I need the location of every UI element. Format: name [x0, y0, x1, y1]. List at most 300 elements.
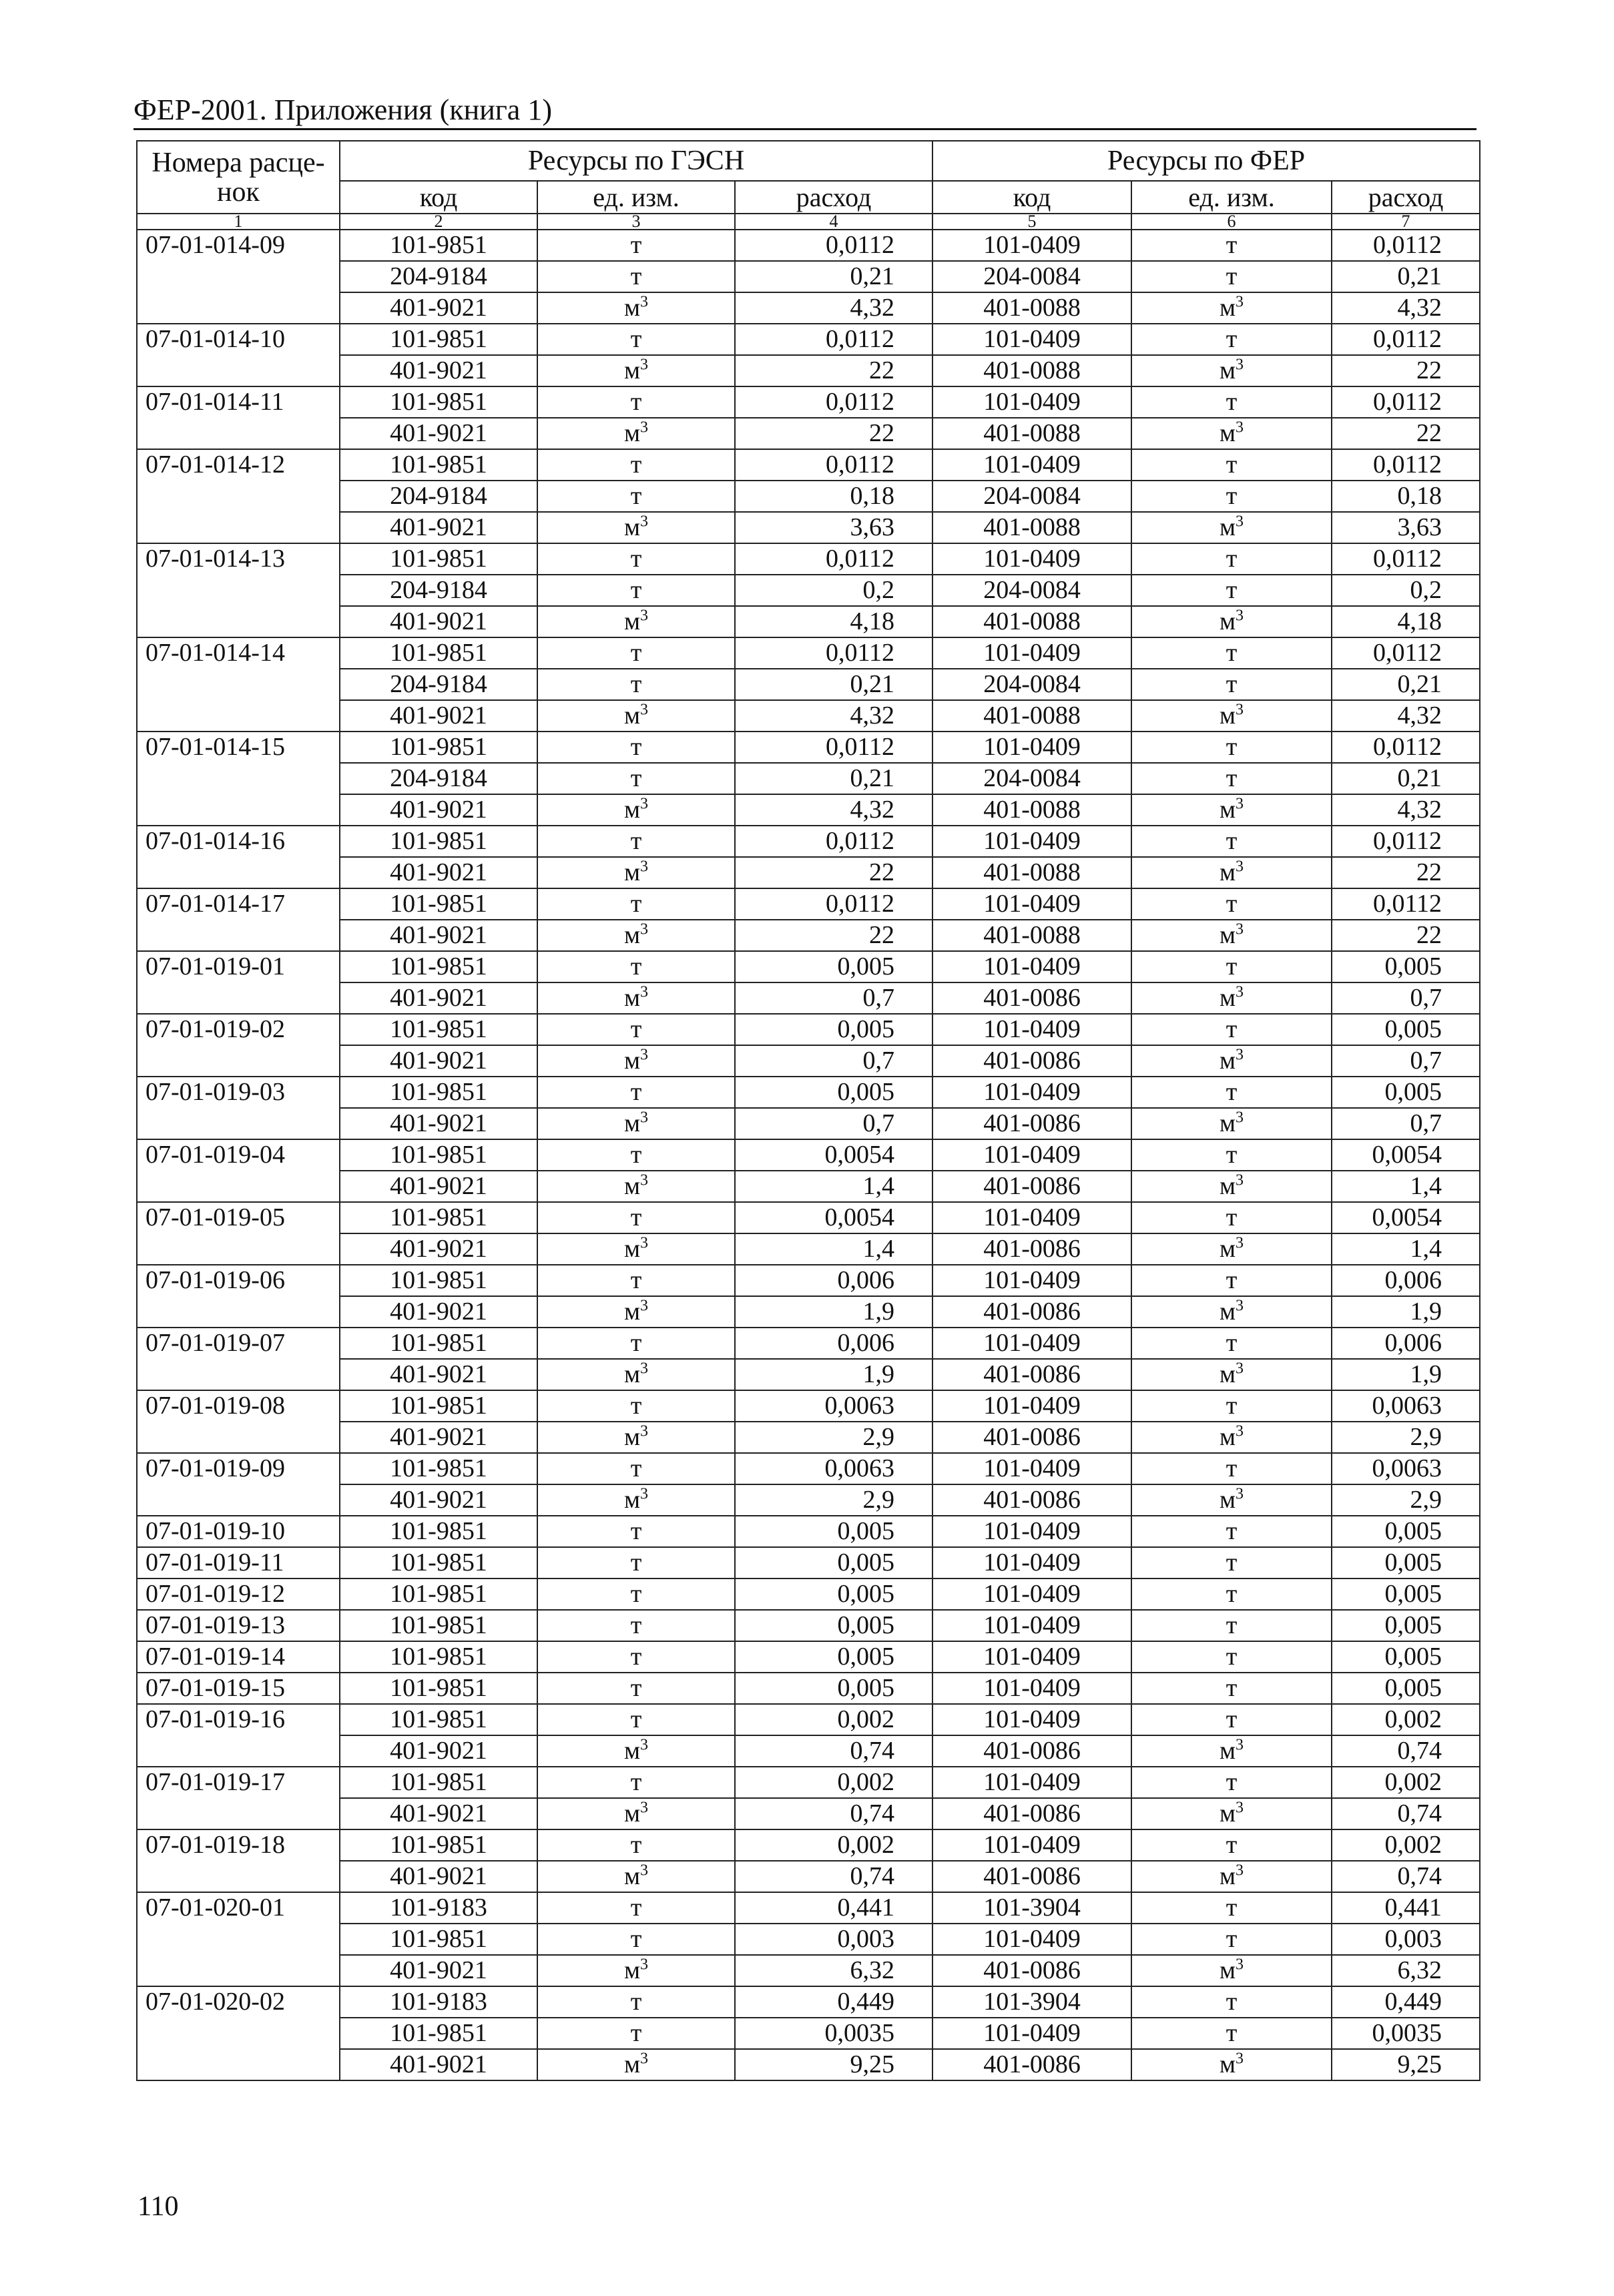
subheader-fer-consumption: расход: [1332, 181, 1480, 214]
cell-fer-consumption: 0,0054: [1332, 1202, 1480, 1233]
cell-gesn-code: 401-9021: [340, 2049, 537, 2080]
cell-fer-code: 101-0409: [932, 1390, 1131, 1422]
table-row: [137, 1704, 1480, 1735]
cell-fer-unit: $м^3$: [1131, 1108, 1332, 1139]
rate-number: 07-01-019-15: [137, 1673, 340, 1704]
cell-gesn-code: 101-9851: [340, 951, 537, 982]
cell-fer-unit: т: [1131, 637, 1332, 669]
col-header-rate-numbers: Номера расце- нок: [137, 141, 340, 214]
cell-gesn-unit: т: [537, 1077, 735, 1108]
cell-gesn-unit: $м^3$: [537, 1861, 735, 1892]
cell-fer-code: 401-0086: [932, 1735, 1131, 1767]
cell-gesn-code: 101-9851: [340, 826, 537, 857]
rate-number: 07-01-019-13: [137, 1610, 340, 1641]
subheader-fer-unit: ед. изм.: [1131, 181, 1332, 214]
cell-fer-code: 101-0409: [932, 1014, 1131, 1045]
table-row: [137, 1986, 1480, 2018]
cell-fer-code: 101-0409: [932, 230, 1131, 261]
cell-fer-consumption: 0,0112: [1332, 637, 1480, 669]
rate-number: 07-01-014-13: [137, 543, 340, 637]
subheader-gesn-code: код: [340, 181, 537, 214]
cell-fer-unit: $м^3$: [1131, 606, 1332, 637]
cell-fer-unit: т: [1131, 543, 1332, 575]
cell-gesn-consumption: 0,74: [735, 1861, 932, 1892]
cell-fer-consumption: 2,9: [1332, 1422, 1480, 1453]
cell-gesn-consumption: 0,0112: [735, 888, 932, 920]
cell-gesn-code: 101-9851: [340, 230, 537, 261]
cell-fer-code: 401-0088: [932, 418, 1131, 449]
column-number: 1: [137, 214, 340, 230]
cell-fer-code: 401-0088: [932, 355, 1131, 386]
cell-gesn-consumption: 0,441: [735, 1892, 932, 1924]
cell-gesn-code: 401-9021: [340, 700, 537, 732]
cell-fer-consumption: 1,9: [1332, 1296, 1480, 1328]
cell-gesn-unit: $м^3$: [537, 982, 735, 1014]
column-number: 6: [1131, 214, 1332, 230]
cell-fer-unit: т: [1131, 1516, 1332, 1547]
cell-fer-consumption: 0,003: [1332, 1924, 1480, 1955]
cell-fer-code: 101-0409: [932, 1139, 1131, 1171]
cell-fer-unit: $м^3$: [1131, 1955, 1332, 1986]
cell-fer-code: 101-0409: [932, 1673, 1131, 1704]
cell-fer-code: 204-0084: [932, 261, 1131, 292]
cell-gesn-code: 101-9851: [340, 449, 537, 481]
cell-fer-code: 101-0409: [932, 1516, 1131, 1547]
cell-gesn-code: 101-9851: [340, 1139, 537, 1171]
cell-fer-consumption: 22: [1332, 418, 1480, 449]
cell-gesn-consumption: 0,005: [735, 1610, 932, 1641]
cell-gesn-consumption: 22: [735, 418, 932, 449]
cell-gesn-consumption: 1,4: [735, 1171, 932, 1202]
cell-fer-unit: т: [1131, 732, 1332, 763]
cell-fer-consumption: 0,002: [1332, 1829, 1480, 1861]
cell-gesn-code: 401-9021: [340, 1359, 537, 1390]
cell-gesn-code: 401-9021: [340, 1422, 537, 1453]
cell-fer-consumption: 0,441: [1332, 1892, 1480, 1924]
cell-fer-consumption: 0,7: [1332, 982, 1480, 1014]
cell-gesn-unit: т: [537, 575, 735, 606]
table-row: [137, 449, 1480, 481]
cell-fer-consumption: 0,2: [1332, 575, 1480, 606]
cell-fer-unit: т: [1131, 951, 1332, 982]
page-number: 110: [138, 2191, 179, 2222]
cell-fer-consumption: 0,0112: [1332, 826, 1480, 857]
cell-fer-code: 101-0409: [932, 1767, 1131, 1798]
cell-fer-unit: т: [1131, 1704, 1332, 1735]
cell-fer-consumption: 0,0063: [1332, 1390, 1480, 1422]
cell-gesn-code: 101-9851: [340, 1610, 537, 1641]
cell-fer-unit: $м^3$: [1131, 418, 1332, 449]
cell-gesn-unit: $м^3$: [537, 1359, 735, 1390]
cell-gesn-consumption: 0,002: [735, 1767, 932, 1798]
cell-fer-unit: т: [1131, 1202, 1332, 1233]
table-row: [137, 1453, 1480, 1484]
cell-fer-code: 204-0084: [932, 763, 1131, 794]
cell-fer-unit: $м^3$: [1131, 1422, 1332, 1453]
cell-fer-code: 401-0086: [932, 2049, 1131, 2080]
cell-gesn-unit: т: [537, 481, 735, 512]
cell-gesn-consumption: 0,0112: [735, 732, 932, 763]
cell-gesn-unit: т: [537, 1265, 735, 1296]
cell-gesn-unit: т: [537, 230, 735, 261]
cell-fer-consumption: 0,7: [1332, 1045, 1480, 1077]
cell-gesn-consumption: 3,63: [735, 512, 932, 543]
cell-fer-consumption: 0,006: [1332, 1265, 1480, 1296]
cell-gesn-consumption: 0,005: [735, 1673, 932, 1704]
column-number: 5: [932, 214, 1131, 230]
cell-fer-unit: $м^3$: [1131, 2049, 1332, 2080]
cell-gesn-unit: т: [537, 261, 735, 292]
cell-gesn-code: 401-9021: [340, 920, 537, 951]
column-number: 4: [735, 214, 932, 230]
cell-fer-code: 101-3904: [932, 1892, 1131, 1924]
cell-gesn-unit: $м^3$: [537, 920, 735, 951]
cell-gesn-consumption: 0,005: [735, 1641, 932, 1673]
cell-fer-unit: т: [1131, 1579, 1332, 1610]
rate-number: 07-01-014-12: [137, 449, 340, 543]
cell-gesn-consumption: 1,9: [735, 1359, 932, 1390]
cell-fer-unit: $м^3$: [1131, 920, 1332, 951]
cell-fer-consumption: 4,18: [1332, 606, 1480, 637]
table-row: [137, 543, 1480, 575]
cell-fer-code: 101-0409: [932, 1328, 1131, 1359]
cell-gesn-unit: $м^3$: [537, 1955, 735, 1986]
cell-fer-code: 401-0086: [932, 1171, 1131, 1202]
cell-gesn-unit: т: [537, 669, 735, 700]
cell-fer-code: 101-3904: [932, 1986, 1131, 2018]
cell-gesn-consumption: 0,005: [735, 1014, 932, 1045]
cell-fer-unit: $м^3$: [1131, 700, 1332, 732]
cell-fer-consumption: 0,005: [1332, 1641, 1480, 1673]
rate-number: 07-01-019-09: [137, 1453, 340, 1516]
cell-fer-consumption: 0,0112: [1332, 386, 1480, 418]
table-row: [137, 951, 1480, 982]
cell-fer-code: 101-0409: [932, 637, 1131, 669]
cell-gesn-unit: т: [537, 951, 735, 982]
cell-fer-unit: т: [1131, 1547, 1332, 1579]
cell-gesn-consumption: 0,449: [735, 1986, 932, 2018]
table-row: [137, 1202, 1480, 1233]
cell-gesn-consumption: 0,7: [735, 982, 932, 1014]
cell-gesn-consumption: 0,002: [735, 1829, 932, 1861]
cell-fer-unit: т: [1131, 1829, 1332, 1861]
cell-fer-code: 101-0409: [932, 1453, 1131, 1484]
cell-fer-code: 101-0409: [932, 826, 1131, 857]
cell-gesn-unit: $м^3$: [537, 1296, 735, 1328]
cell-fer-consumption: 0,21: [1332, 669, 1480, 700]
rate-number: 07-01-020-02: [137, 1986, 340, 2080]
cell-gesn-consumption: 1,4: [735, 1233, 932, 1265]
group-header-gesn: Ресурсы по ГЭСН: [340, 141, 932, 181]
cell-gesn-unit: т: [537, 1704, 735, 1735]
cell-fer-unit: $м^3$: [1131, 1171, 1332, 1202]
cell-gesn-unit: $м^3$: [537, 1735, 735, 1767]
cell-fer-consumption: 0,74: [1332, 1861, 1480, 1892]
cell-gesn-consumption: 0,74: [735, 1798, 932, 1829]
cell-fer-consumption: 0,21: [1332, 763, 1480, 794]
column-number: 3: [537, 214, 735, 230]
cell-gesn-unit: т: [537, 1829, 735, 1861]
cell-gesn-code: 401-9021: [340, 982, 537, 1014]
cell-fer-unit: $м^3$: [1131, 857, 1332, 888]
cell-fer-consumption: 0,18: [1332, 481, 1480, 512]
cell-fer-consumption: 0,0112: [1332, 543, 1480, 575]
cell-fer-consumption: 0,005: [1332, 951, 1480, 982]
cell-fer-consumption: 0,005: [1332, 1516, 1480, 1547]
cell-fer-consumption: 1,9: [1332, 1359, 1480, 1390]
group-header-fer: Ресурсы по ФЕР: [932, 141, 1480, 181]
cell-gesn-consumption: 0,21: [735, 261, 932, 292]
cell-fer-code: 101-0409: [932, 1265, 1131, 1296]
cell-fer-unit: т: [1131, 1892, 1332, 1924]
cell-gesn-code: 101-9851: [340, 732, 537, 763]
cell-gesn-unit: $м^3$: [537, 1108, 735, 1139]
cell-fer-code: 401-0086: [932, 982, 1131, 1014]
cell-fer-consumption: 22: [1332, 857, 1480, 888]
cell-fer-code: 401-0086: [932, 1296, 1131, 1328]
cell-fer-consumption: 0,449: [1332, 1986, 1480, 2018]
cell-gesn-consumption: 0,0112: [735, 324, 932, 355]
cell-gesn-unit: т: [537, 1673, 735, 1704]
cell-gesn-code: 401-9021: [340, 1484, 537, 1516]
cell-fer-code: 401-0086: [932, 1359, 1131, 1390]
cell-fer-consumption: 2,9: [1332, 1484, 1480, 1516]
cell-gesn-unit: $м^3$: [537, 606, 735, 637]
cell-fer-consumption: 0,0112: [1332, 324, 1480, 355]
cell-fer-unit: т: [1131, 1139, 1332, 1171]
cell-fer-consumption: 0,0035: [1332, 2018, 1480, 2049]
cell-gesn-code: 401-9021: [340, 1955, 537, 1986]
rate-number: 07-01-019-17: [137, 1767, 340, 1829]
cell-fer-unit: т: [1131, 575, 1332, 606]
cell-gesn-consumption: 0,0112: [735, 449, 932, 481]
cell-gesn-unit: $м^3$: [537, 292, 735, 324]
cell-gesn-unit: т: [537, 1328, 735, 1359]
column-number: 7: [1332, 214, 1480, 230]
cell-gesn-consumption: 0,21: [735, 763, 932, 794]
cell-fer-code: 401-0088: [932, 292, 1131, 324]
rate-number: 07-01-019-10: [137, 1516, 340, 1547]
running-header: ФЕР-2001. Приложения (книга 1): [133, 93, 552, 126]
rate-number: 07-01-019-18: [137, 1829, 340, 1892]
cell-gesn-code: 401-9021: [340, 1798, 537, 1829]
cell-gesn-unit: т: [537, 1547, 735, 1579]
cell-fer-consumption: 0,005: [1332, 1579, 1480, 1610]
cell-fer-code: 401-0086: [932, 1233, 1131, 1265]
cell-gesn-code: 101-9851: [340, 1077, 537, 1108]
cell-gesn-code: 401-9021: [340, 606, 537, 637]
cell-fer-unit: т: [1131, 1767, 1332, 1798]
table-row: [137, 1767, 1480, 1798]
cell-fer-unit: $м^3$: [1131, 1861, 1332, 1892]
cell-fer-code: 401-0088: [932, 920, 1131, 951]
cell-fer-unit: т: [1131, 1014, 1332, 1045]
cell-gesn-code: 101-9851: [340, 2018, 537, 2049]
cell-fer-code: 101-0409: [932, 732, 1131, 763]
cell-fer-unit: т: [1131, 1673, 1332, 1704]
cell-gesn-unit: т: [537, 1924, 735, 1955]
rate-number: 07-01-014-14: [137, 637, 340, 732]
cell-fer-consumption: 0,0054: [1332, 1139, 1480, 1171]
cell-fer-consumption: 0,0112: [1332, 449, 1480, 481]
cell-fer-unit: т: [1131, 1328, 1332, 1359]
cell-fer-consumption: 1,4: [1332, 1233, 1480, 1265]
cell-gesn-code: 401-9021: [340, 1296, 537, 1328]
cell-fer-code: 401-0086: [932, 1422, 1131, 1453]
rate-number: 07-01-019-05: [137, 1202, 340, 1265]
rate-number: 07-01-020-01: [137, 1892, 340, 1986]
cell-gesn-code: 401-9021: [340, 1171, 537, 1202]
cell-fer-code: 101-0409: [932, 1547, 1131, 1579]
cell-gesn-consumption: 0,0054: [735, 1202, 932, 1233]
cell-fer-consumption: 6,32: [1332, 1955, 1480, 1986]
cell-gesn-consumption: 0,0054: [735, 1139, 932, 1171]
cell-fer-unit: т: [1131, 324, 1332, 355]
cell-fer-unit: $м^3$: [1131, 982, 1332, 1014]
cell-fer-unit: т: [1131, 1641, 1332, 1673]
table-row: [137, 1673, 1480, 1704]
resource-table: [136, 140, 1481, 2081]
rate-number: 07-01-019-01: [137, 951, 340, 1014]
cell-gesn-unit: $м^3$: [537, 512, 735, 543]
cell-fer-code: 204-0084: [932, 481, 1131, 512]
subheader-gesn-consumption: расход: [735, 181, 932, 214]
cell-fer-consumption: 22: [1332, 355, 1480, 386]
table-row: [137, 1892, 1480, 1924]
cell-gesn-consumption: 22: [735, 920, 932, 951]
cell-fer-unit: т: [1131, 826, 1332, 857]
cell-gesn-code: 101-9851: [340, 1579, 537, 1610]
cell-fer-unit: $м^3$: [1131, 1296, 1332, 1328]
cell-fer-unit: т: [1131, 261, 1332, 292]
rate-number: 07-01-019-03: [137, 1077, 340, 1139]
cell-gesn-consumption: 0,005: [735, 1077, 932, 1108]
cell-fer-code: 401-0086: [932, 1108, 1131, 1139]
cell-fer-code: 101-0409: [932, 2018, 1131, 2049]
cell-gesn-code: 204-9184: [340, 763, 537, 794]
cell-fer-consumption: 0,002: [1332, 1704, 1480, 1735]
cell-gesn-unit: $м^3$: [537, 1422, 735, 1453]
cell-gesn-unit: $м^3$: [537, 700, 735, 732]
cell-gesn-unit: т: [537, 888, 735, 920]
table-row: [137, 1829, 1480, 1861]
cell-fer-code: 401-0088: [932, 794, 1131, 826]
table-row: [137, 1516, 1480, 1547]
cell-gesn-code: 101-9851: [340, 1453, 537, 1484]
cell-fer-code: 101-0409: [932, 1641, 1131, 1673]
cell-fer-code: 101-0409: [932, 324, 1131, 355]
cell-fer-unit: т: [1131, 1610, 1332, 1641]
cell-gesn-consumption: 0,005: [735, 951, 932, 982]
cell-fer-code: 101-0409: [932, 1610, 1131, 1641]
cell-fer-unit: т: [1131, 481, 1332, 512]
cell-fer-code: 101-0409: [932, 1202, 1131, 1233]
cell-gesn-unit: т: [537, 386, 735, 418]
cell-fer-consumption: 4,32: [1332, 700, 1480, 732]
cell-gesn-code: 401-9021: [340, 1045, 537, 1077]
cell-gesn-code: 101-9851: [340, 1265, 537, 1296]
cell-fer-consumption: 4,32: [1332, 794, 1480, 826]
table-row: [137, 1641, 1480, 1673]
rate-number: 07-01-014-10: [137, 324, 340, 386]
cell-gesn-code: 101-9851: [340, 1202, 537, 1233]
cell-gesn-consumption: 4,18: [735, 606, 932, 637]
cell-fer-unit: т: [1131, 1390, 1332, 1422]
cell-gesn-unit: т: [537, 324, 735, 355]
cell-gesn-unit: т: [537, 2018, 735, 2049]
cell-fer-unit: $м^3$: [1131, 355, 1332, 386]
cell-fer-consumption: 0,005: [1332, 1673, 1480, 1704]
header-rule: [133, 128, 1476, 130]
cell-fer-consumption: 0,0112: [1332, 888, 1480, 920]
cell-fer-code: 101-0409: [932, 1704, 1131, 1735]
cell-gesn-consumption: 0,21: [735, 669, 932, 700]
table-row: [137, 826, 1480, 857]
cell-gesn-code: 101-9851: [340, 1829, 537, 1861]
column-number: 2: [340, 214, 537, 230]
cell-fer-unit: $м^3$: [1131, 794, 1332, 826]
cell-gesn-consumption: 0,7: [735, 1045, 932, 1077]
cell-fer-code: 401-0086: [932, 1484, 1131, 1516]
rate-number: 07-01-014-09: [137, 230, 340, 324]
cell-fer-consumption: 0,005: [1332, 1014, 1480, 1045]
rate-number: 07-01-019-12: [137, 1579, 340, 1610]
cell-gesn-unit: т: [537, 1516, 735, 1547]
cell-fer-code: 101-0409: [932, 1924, 1131, 1955]
cell-fer-code: 401-0086: [932, 1861, 1131, 1892]
cell-gesn-unit: $м^3$: [537, 857, 735, 888]
cell-gesn-code: 101-9851: [340, 1767, 537, 1798]
cell-fer-unit: т: [1131, 230, 1332, 261]
cell-gesn-unit: т: [537, 763, 735, 794]
cell-fer-code: 101-0409: [932, 543, 1131, 575]
cell-fer-code: 401-0086: [932, 1045, 1131, 1077]
cell-gesn-unit: $м^3$: [537, 1484, 735, 1516]
cell-gesn-code: 101-9851: [340, 1673, 537, 1704]
cell-gesn-unit: т: [537, 1610, 735, 1641]
cell-gesn-consumption: 1,9: [735, 1296, 932, 1328]
cell-fer-consumption: 0,74: [1332, 1798, 1480, 1829]
cell-gesn-consumption: 0,0112: [735, 826, 932, 857]
cell-gesn-unit: т: [537, 543, 735, 575]
cell-gesn-code: 101-9851: [340, 888, 537, 920]
cell-fer-unit: т: [1131, 888, 1332, 920]
cell-gesn-code: 204-9184: [340, 481, 537, 512]
cell-gesn-unit: т: [537, 1641, 735, 1673]
cell-fer-unit: $м^3$: [1131, 1735, 1332, 1767]
subheader-gesn-unit: ед. изм.: [537, 181, 735, 214]
cell-gesn-consumption: 0,74: [735, 1735, 932, 1767]
cell-fer-consumption: 0,21: [1332, 261, 1480, 292]
subheader-fer-code: код: [932, 181, 1131, 214]
cell-fer-unit: т: [1131, 386, 1332, 418]
cell-gesn-code: 101-9851: [340, 1014, 537, 1045]
cell-fer-consumption: 0,006: [1332, 1328, 1480, 1359]
cell-fer-code: 101-0409: [932, 1829, 1131, 1861]
rate-number: 07-01-014-17: [137, 888, 340, 951]
cell-fer-consumption: 0,0112: [1332, 732, 1480, 763]
cell-gesn-code: 101-9851: [340, 1328, 537, 1359]
cell-gesn-code: 401-9021: [340, 1861, 537, 1892]
cell-gesn-consumption: 0,002: [735, 1704, 932, 1735]
rate-number: 07-01-014-16: [137, 826, 340, 888]
cell-gesn-consumption: 0,0063: [735, 1390, 932, 1422]
cell-gesn-code: 101-9851: [340, 1547, 537, 1579]
cell-gesn-unit: т: [537, 1202, 735, 1233]
cell-gesn-code: 101-9851: [340, 543, 537, 575]
cell-gesn-consumption: 4,32: [735, 292, 932, 324]
cell-gesn-code: 101-9851: [340, 386, 537, 418]
